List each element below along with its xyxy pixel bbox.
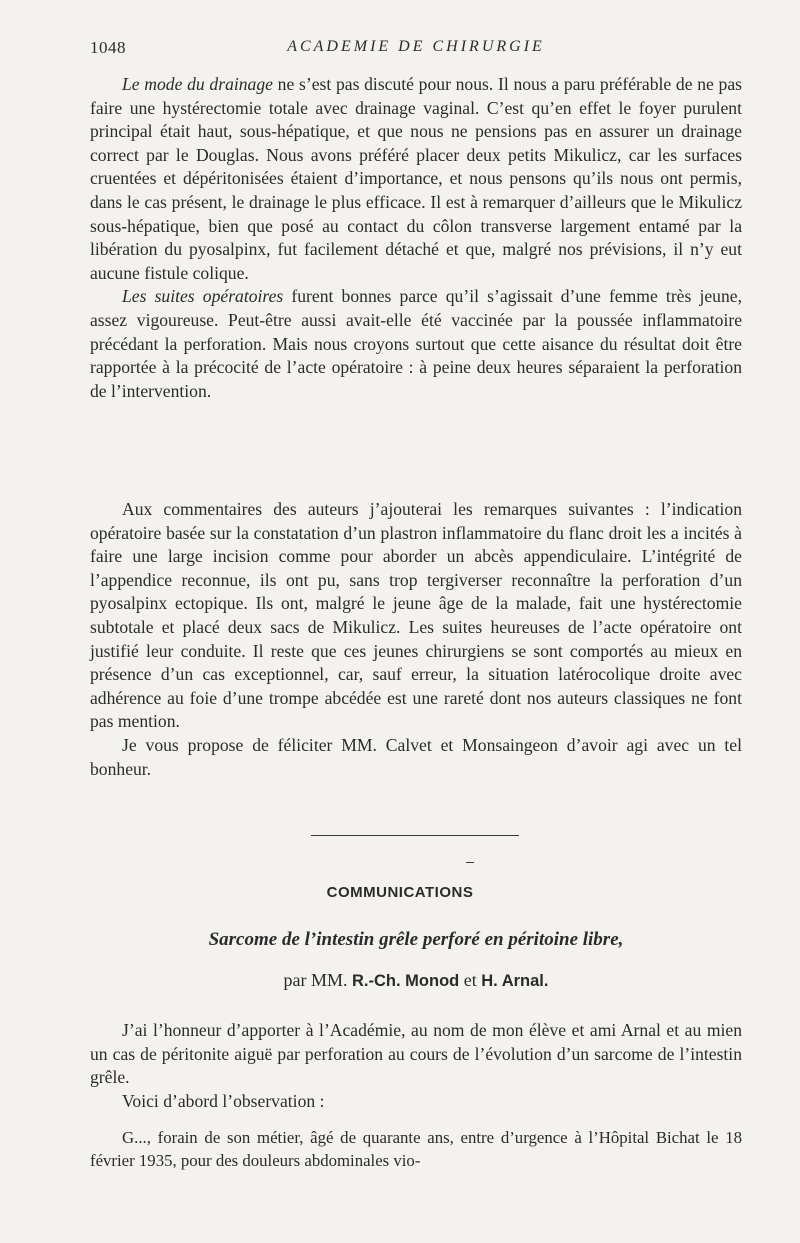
page-header	[90, 38, 742, 60]
italic-lead: Le mode du drainage	[122, 74, 273, 94]
page-number: 1048	[90, 38, 126, 57]
paragraph: Les suites opératoires furent bonnes parce qu’il s’agissait d’une femme très jeune, assez vigoureuse. Peut-être aussi avait-elle été vaccinée par la poussée inflammatoire précédant la perforation. Mais nous croyons surtout que cette aisance du résultat doit être rapportée à la précocité de l’acte opératoire : à peine deux heures séparaient la perforation de l’intervention.	[90, 286, 742, 401]
paragraph: Je vous propose de féliciter MM. Calvet et Monsaingeon d’avoir agi avec un tel bonheur.	[90, 734, 742, 779]
author-name: R.-Ch. Monod	[352, 972, 460, 990]
rapporteur-remarks	[90, 498, 742, 781]
article-title: Sarcome de l’intestin grêle perforé en péritoine libre,	[208, 929, 624, 950]
section-heading: COMMUNICATIONS	[326, 884, 474, 901]
paragraph: Le mode du drainage ne s’est pas discuté pour nous. Il nous a paru préférable de ne pas faire une hystérectomie totale avec drainage vaginal. C’est qu’en effet le foyer purulent principal était haut, sous-hépatique, et que nous ne pensions pas en assurer un drainage correct par le Douglas. Nous avons préféré placer deux petits Mikulicz, car les surfaces cruentées et dépéritonisées étaient d’importance, et nous pensons qu’ils nous ont permis, dans le cas présent, le drainage le plus efficace. Il est à remarquer d’ailleurs que le Mikulicz sous-hépatique, bien que posé au contact du côlon transverse largement entamé par la libération du pyosalpinx, fut facilement détaché et que, malgré nos prévisions, il n’y eut aucune fistule colique.	[90, 74, 742, 283]
author-name: H. Arnal.	[481, 972, 549, 990]
running-title: ACADEMIE DE CHIRURGIE	[287, 38, 545, 55]
paragraph: Voici d’abord l’observation :	[122, 1090, 325, 1111]
italic-lead: Les suites opératoires	[122, 286, 284, 307]
paragraph: J’ai l’honneur d’apporter à l’Académie, au nom de mon élève et ami Arnal et au mien un cas de péritonite aiguë par perforation au cours de l’évolution d’un sarcome de l’intestin grêle.	[90, 1020, 742, 1088]
drainage-discussion	[90, 73, 742, 403]
paragraph: G..., forain de son métier, âgé de quarante ans, entre d’urgence à l’Hôpital Bichat le 18 février 1935, pour des douleurs abdominales vio-	[90, 1128, 742, 1170]
byline: par MM. R.-Ch. Monod et H. Arnal.	[283, 970, 549, 990]
paragraph: Aux commentaires des auteurs j’ajouterai les remarques suivantes : l’indication opératoire basée sur la constatation d’un plastron inflammatoire du flanc droit les a incités à faire une large incision comme pour aborder un abcès appendiculaire. L’intégrité de l’appendice reconnue, ils ont pu, sans trop tergiverser reconnaître la perforation d’un pyosalpinx ectopique. Ils ont, malgré le jeune âge de la malade, fait une hystérectomie subtotale et placé deux sacs de Mikulicz. Les suites heureuses de l’acte opératoire ont justifié leur conduite. Il reste que ces jeunes chirurgiens se sont comportés au mieux en présence d’un cas exceptionnel, car, sauf erreur, la situation latérocolique droite avec adhérence au foie d’une trompe abcédée est une rareté dont nos auteurs classiques ne font pas mention.	[90, 499, 742, 732]
section-divider	[311, 835, 519, 836]
article-intro	[90, 1019, 742, 1113]
small-dash	[466, 862, 474, 863]
case-observation	[90, 1127, 742, 1172]
